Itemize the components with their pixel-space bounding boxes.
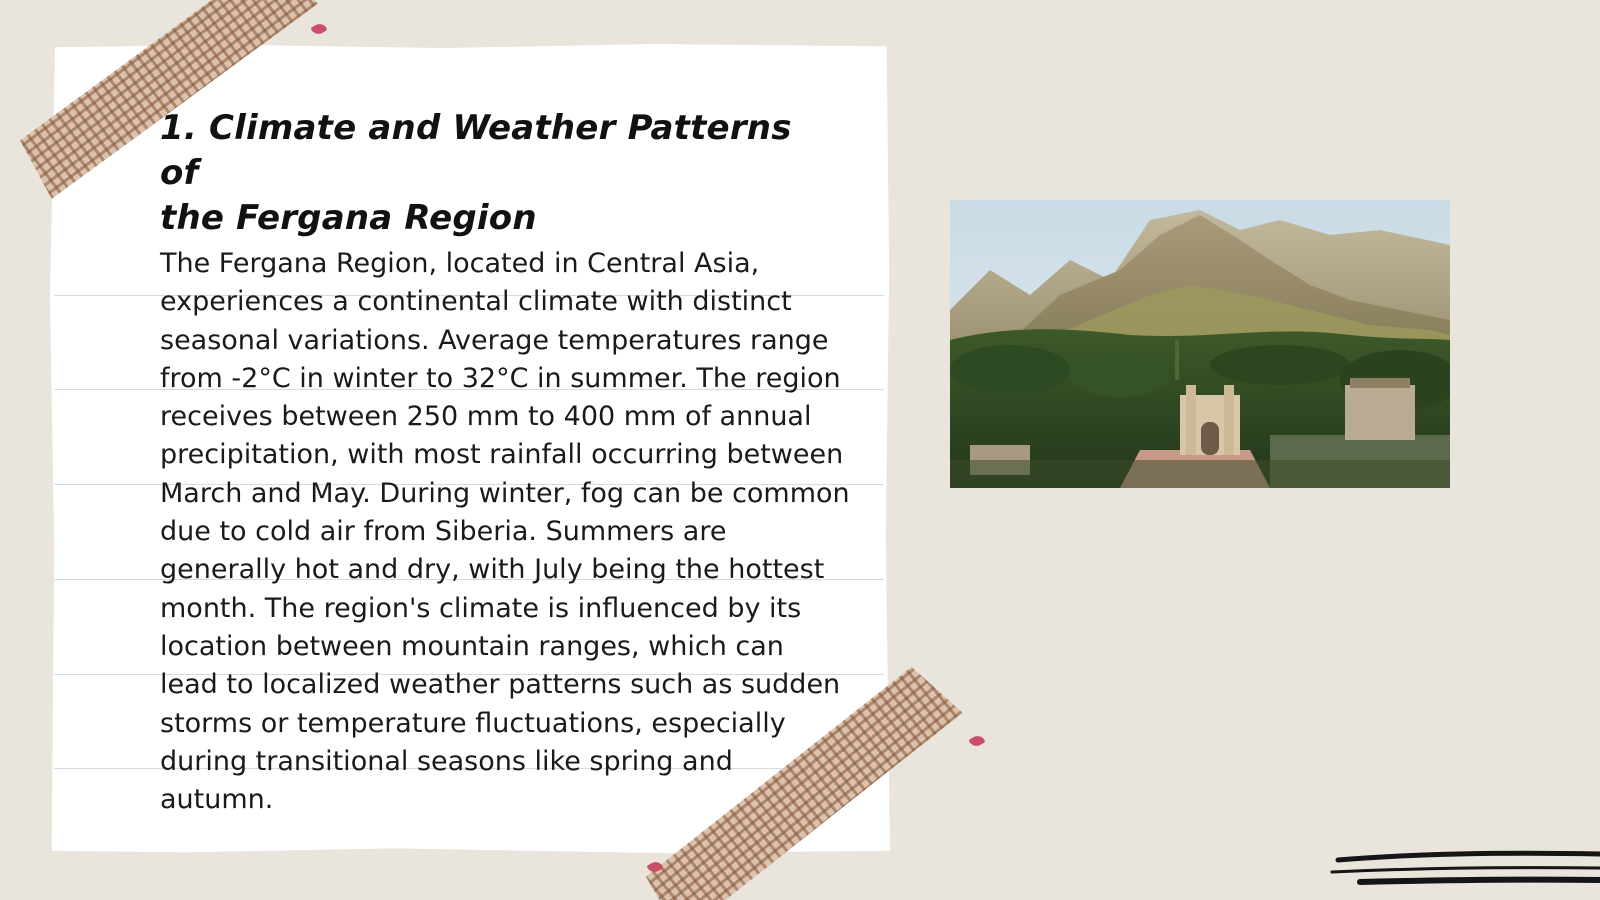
brush-stroke-decoration xyxy=(1330,840,1600,900)
title-line-1: 1. Climate and Weather Patterns of xyxy=(160,108,792,193)
slide-title xyxy=(160,106,840,241)
tape-tip-decoration xyxy=(310,21,327,37)
mountain-village-photo xyxy=(950,200,1450,488)
title-line-2: the Fergana Region xyxy=(160,198,537,238)
tape-tip-decoration xyxy=(968,733,985,749)
photo-illustration xyxy=(950,200,1450,488)
slide-body-text: The Fergana Region, located in Central Asia, experiences a continental climate with distinct seasonal variations. Average temperatures range from -2°C in winter to 32°C in summer. The region receives between 250 mm to 400 mm of annual precipitation, with most rainfall occurring between March and May. During winter, fog can be common due to cold air from Siberia. Summers are generally hot and dry, with July being the hottest month. The region's climate is influenced by its location between mountain ranges, which can lead to localized weather patterns such as sudden storms or temperature fluctuations, especially during transitional seasons like spring and autumn. xyxy=(160,248,850,816)
